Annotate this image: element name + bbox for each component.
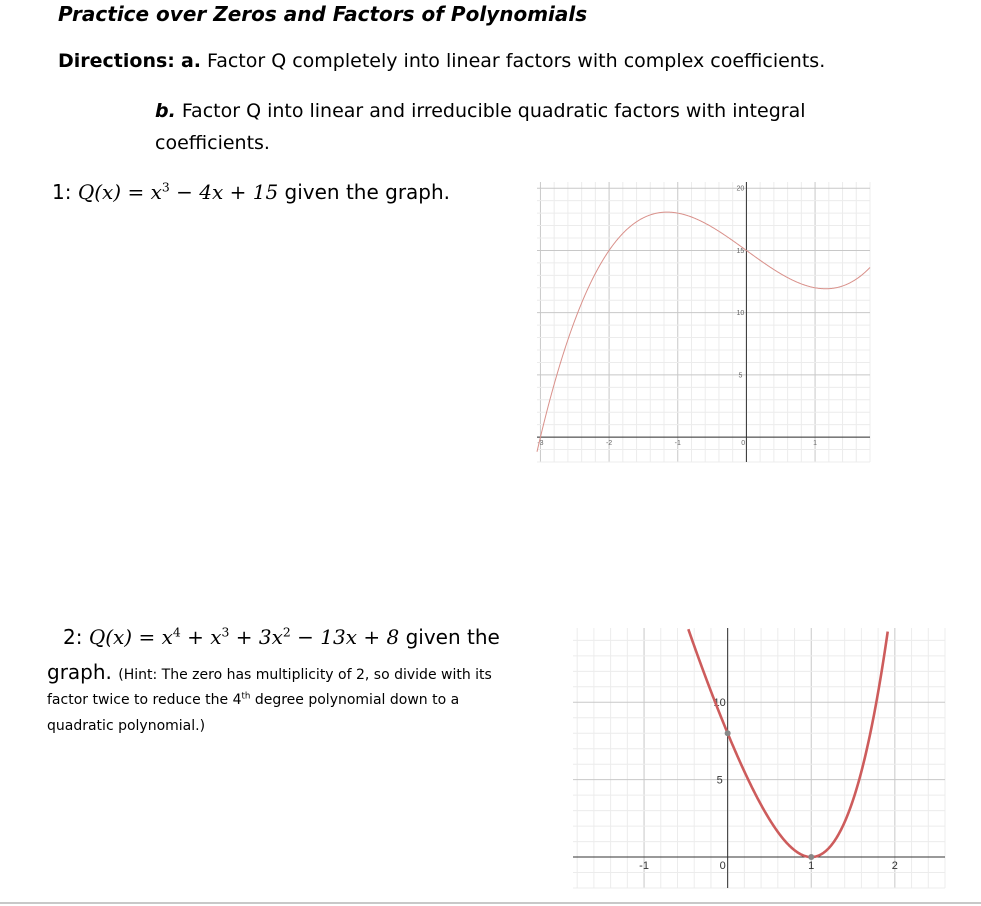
problem-1-tail: given the graph. xyxy=(278,180,451,204)
problem-2-hint-3: quadratic polynomial.) xyxy=(47,718,206,734)
problem-1-exp: 3 xyxy=(161,179,170,195)
marked-point xyxy=(725,730,731,736)
y-tick-label: 5 xyxy=(716,774,723,787)
problem-2-exp1: 4 xyxy=(172,624,181,640)
problem-2-exp3: 2 xyxy=(282,624,291,640)
problem-2-tail-1: given the xyxy=(405,625,500,649)
problem-2-mid2: + 3x xyxy=(229,625,283,649)
problem-2-fn: Q(x) = x xyxy=(88,625,173,649)
problem-2-hint-1: (Hint: The zero has multiplicity of 2, so divide with its xyxy=(118,667,492,683)
x-tick-label: -1 xyxy=(639,860,649,873)
y-tick-label: 15 xyxy=(736,247,745,255)
problem-1-fn: Q(x) = x xyxy=(77,180,162,204)
directions-b-text-1: Factor Q into linear and irreducible quadratic factors with integral xyxy=(181,100,806,122)
y-tick-label: 10 xyxy=(736,310,745,318)
problem-2-hint-2a: factor twice to reduce the 4 xyxy=(47,692,242,708)
problem-2-hint-2-sup: th xyxy=(241,691,251,702)
page-bottom-divider xyxy=(0,902,981,904)
x-tick-label: 2 xyxy=(891,860,898,873)
problem-2-exp2: 3 xyxy=(221,624,230,640)
directions-a-text: Factor Q completely into linear factors with complex coefficients. xyxy=(207,50,826,72)
problem-1-rest: − 4x + 15 xyxy=(169,180,279,204)
directions-b-label: b. xyxy=(155,100,176,122)
x-tick-label: -3 xyxy=(537,440,544,448)
problem-2-rest: − 13x + 8 xyxy=(290,625,400,649)
marked-point xyxy=(808,854,814,860)
x-tick-label: -1 xyxy=(674,440,681,448)
problem-2-number: 2: xyxy=(63,625,83,649)
directions-label: Directions: xyxy=(58,50,175,72)
x-tick-label: 1 xyxy=(808,860,815,873)
x-tick-label: 1 xyxy=(813,440,818,448)
problem-2-tail-2: graph. xyxy=(47,660,112,684)
x-tick-label: -2 xyxy=(605,440,613,448)
problem-2-hint-2b: degree polynomial down to a xyxy=(250,692,460,708)
directions-a-label: a. xyxy=(180,50,201,72)
page-title: Practice over Zeros and Factors of Polynomials xyxy=(58,2,588,26)
problem-1-number: 1: xyxy=(52,180,72,204)
y-tick-label: 10 xyxy=(713,697,726,710)
x-tick-label: 0 xyxy=(719,860,726,873)
y-tick-label: 5 xyxy=(738,372,743,380)
problem-2-mid1: + x xyxy=(180,625,222,649)
x-tick-label: 0 xyxy=(741,440,746,448)
directions-b-text-2: coefficients. xyxy=(155,132,270,154)
function-curve xyxy=(688,629,887,857)
function-curve xyxy=(537,212,870,452)
y-tick-label: 20 xyxy=(736,185,745,193)
